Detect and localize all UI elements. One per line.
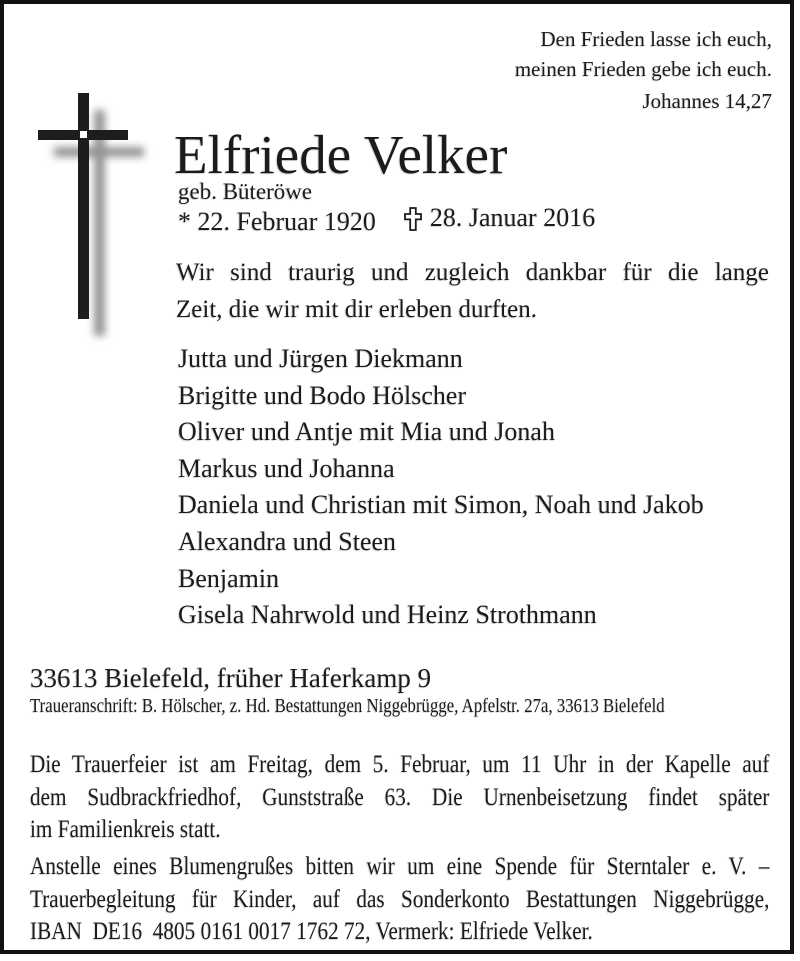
funeral-info-line: dem Sudbrackfriedhof, Gunststraße 63. Die Urnenbeisetzung findet später <box>30 783 770 811</box>
residence-address: 33613 Bielefeld, früher Haferkamp 9 <box>30 663 432 693</box>
mourners-list <box>178 341 704 634</box>
mourning-address: Traueranschrift: B. Hölscher, z. Hd. Bestattungen Niggebrügge, Apfelstr. 27a, 33613 Bielefeld <box>30 695 665 717</box>
memorial-cross-icon <box>38 93 128 319</box>
condolence-line: Zeit, die wir mit dir erleben durften. <box>176 296 537 323</box>
deceased-name: Elfriede Velker <box>174 124 508 185</box>
bible-quote-line: Den Frieden lasse ich euch, <box>540 27 772 51</box>
condolence-line: Wir sind traurig und zugleich dankbar für die lange <box>176 259 769 286</box>
funeral-info-line: im Familienkreis statt. <box>30 816 221 844</box>
death-date-group <box>404 203 595 233</box>
condolence-text <box>176 254 769 328</box>
mourner-line: Daniela und Christian mit Simon, Noah und Jakob <box>178 490 704 520</box>
bible-quote <box>515 24 772 116</box>
mourner-line: Jutta und Jürgen Diekmann <box>178 344 463 373</box>
bible-quote-line: meinen Frieden gebe ich euch. <box>514 57 772 81</box>
mourner-line: Markus und Johanna <box>178 453 395 483</box>
donation-info <box>30 851 770 949</box>
mourner-line: Benjamin <box>178 563 280 593</box>
mourner-line: Gisela Nahrwold und Heinz Strothmann <box>178 600 597 630</box>
death-cross-icon <box>404 207 422 231</box>
mourner-line: Brigitte und Bodo Hölscher <box>178 380 467 410</box>
cross-vertical-bar <box>78 93 89 319</box>
life-dates <box>178 203 595 237</box>
death-date: 28. Januar 2016 <box>429 203 596 232</box>
bible-quote-source: Johannes 14,27 <box>642 89 772 113</box>
maiden-name: geb. Büteröwe <box>178 179 313 204</box>
mourner-line: Oliver und Antje mit Mia und Jonah <box>178 417 555 447</box>
cross-center-square <box>80 131 87 138</box>
donation-info-line: Trauerbegleitung für Kinder, auf das Sonderkonto Bestattungen Niggebrügge, <box>30 885 770 913</box>
mourner-line: Alexandra und Steen <box>178 526 397 556</box>
funeral-info <box>30 749 770 847</box>
funeral-info-line: Die Trauerfeier ist am Freitag, dem 5. Februar, um 11 Uhr in der Kapelle auf <box>30 751 770 778</box>
donation-info-line: Anstelle eines Blumengrußes bitten wir um eine Spende für Sterntaler e. V. – <box>30 853 770 880</box>
donation-iban-line: IBAN DE16 4805 0161 0017 1762 72, Vermerk: Elfriede Velker. <box>30 918 593 946</box>
birth-date: * 22. Februar 1920 <box>178 207 376 236</box>
